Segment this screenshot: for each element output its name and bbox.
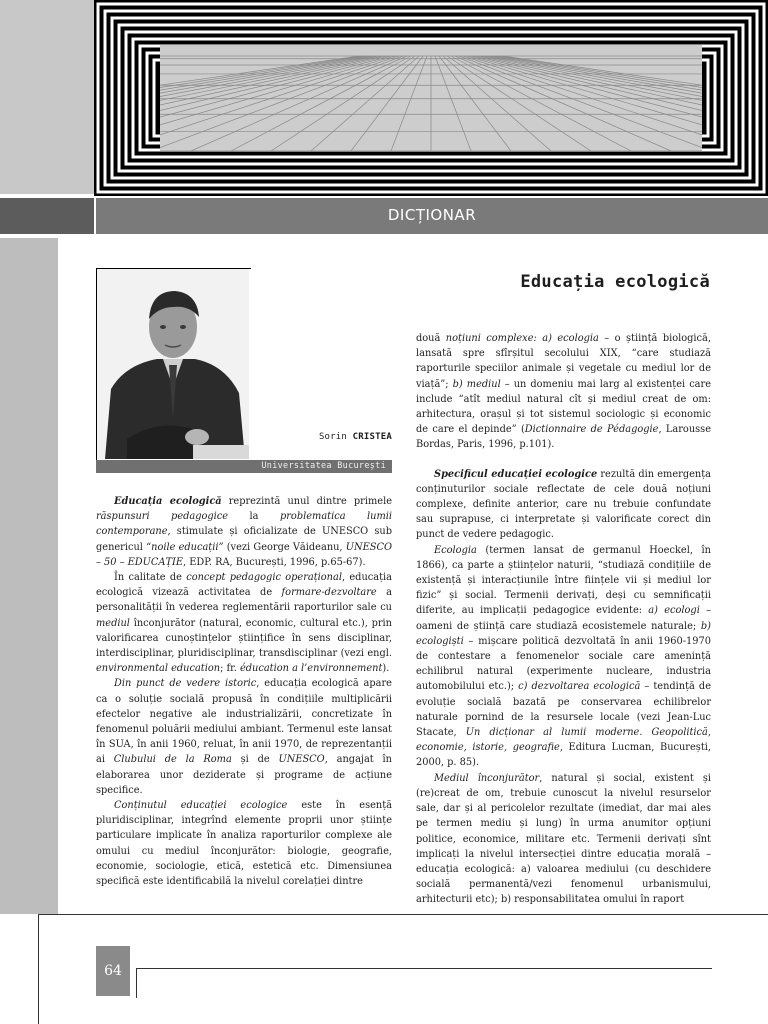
footer-rule xyxy=(38,914,768,915)
paragraph-specific: Specificul educației ecologice rezultă din emergența conținuturilor sociale reflectate de cele două noțiuni complexe, definite anterior, care nu trebuie confundate sau suprapuse, ci interpretate și valorificate corect din punct de vedere pedagogic. xyxy=(416,468,711,541)
right-text-column xyxy=(416,331,711,908)
left-margin-bar xyxy=(0,238,58,914)
author-portrait xyxy=(97,269,249,459)
section-title: DICȚIONAR xyxy=(387,206,477,224)
left-text-column xyxy=(96,494,392,889)
paragraph-concept: În calitate de concept pedagogic operațional, educația ecologică vizează activitatea de formare-dezvoltare a personalității în vederea reglementării raporturilor sale cu mediul înconjurător (natural, economic, cultural etc.), prin valorificarea cunoștințelor științifice în sens disciplinar, interdisciplinar, pluridisciplinar, transdisciplinar (vezi engl. environmental education; fr. éducation a l’environnement). xyxy=(96,572,392,675)
author-affiliation: Universitatea București xyxy=(261,461,386,471)
footer-vertical-rule xyxy=(38,914,39,1024)
paragraph-history: Din punct de vedere istoric, educația ecologică apare ca o soluție socială propusă în condițiile multiplicării efectelor negative ale industrializării, concretizate în fenomenul poluării mediului ambiant. Termenul este lansat în SUA, în anii 1960, reluat, în anii 1970, de reprezentanții ai Clubului de la Roma și de UNESCO, angajat în elaborarea unor deziderate și programe de acțiune specifice. xyxy=(96,678,392,796)
page-vertical-rule xyxy=(136,968,137,998)
page-number: 64 xyxy=(104,963,122,979)
paragraph-content: Conținutul educației ecologice este în esență pluridisciplinar, integrînd elemente proprii unor științe particulare implicate în analiza raporturilor complexe ale omului cu mediul înconjurător: biologie, geografie, economie, sociologie, etică, estetică etc. Dimensiunea specifică este identificabilă la nivelul corelației dintre xyxy=(96,800,392,888)
footer-rule-lower xyxy=(136,968,712,969)
paragraph-ecology: Ecologia (termen lansat de germanul Hoeckel, în 1866), ca parte a științelor naturii, “studiază condițiile de existență și interacțiunile între ființele vii și mediul lor fizic” și social. Termenii derivați, deși cu semnificații diferite, au implicații pedagogice evidente: a) ecologi – oameni de știință care studiază ecosistemele naturale; b) ecologiști – mișcare politică dezvoltată în anii 1960-1970 de contestare a fenomenelor sociale care amenință echilibrul natural (experimente nucleare, industria automobilului etc.); c) dezvoltarea ecologică – tendință de evoluție socială bazată pe conservarea echilibrelor naturale pornind de la resursele locale (vezi Jean-Luc Stacate, Un dicționar al lumii moderne. Geopolitică, economie, istorie, geografie, Editura Lucman, București, 2000, p. 85). xyxy=(416,544,712,769)
author-name: Sorin CRISTEA xyxy=(318,432,392,442)
article-title: Educația ecologică xyxy=(520,272,710,292)
header-illustration xyxy=(94,0,768,196)
left-decor-band xyxy=(0,198,94,234)
paragraph-continuation: două noțiuni complexe: a) ecologia – o știință biologică, lansată spre sfîrșitul secolului XIX, “care studiază raporturile speciilor animale și vegetale cu mediul lor de viață”; b) mediul – un domeniu mai larg al existenței care include “atît mediul natural cît și mediul creat de om: arhitectura, orașul și tot sistemul sociologic și economic de care el depinde” (Dictionnaire de Pédagogie, Larousse Bordas, Paris, 1996, p.101). xyxy=(416,333,711,451)
left-decor-block xyxy=(0,0,94,194)
paragraph-intro: Educația ecologică reprezintă unul dintre primele răspunsuri pedagogice la problematica lumii contemporane, stimulate și oficializate de UNESCO sub genericul “noile educații” (vezi George Văideanu, UNESCO – 50 – EDUCAȚIE, EDP. RA, București, 1996, p.65-67). xyxy=(96,496,393,568)
paragraph-environment: Mediul înconjurător, natural și social, existent și (re)creat de om, trebuie cunoscut la nivelul resurselor sale, dar și al pericolelor rezultate (imediat, dar mai ales pe termen mediu și lung) în urma anumitor opțiuni politice, economice, militare etc. Termenii derivați sînt implicați la nivelul intersecției dintre educația morală – educația ecologică: a) valoarea mediului (cu deschidere socială permanentă/vezi fenomenul urbanismului, arhitecturii etc); b) responsabilitatea omului în raport xyxy=(416,772,711,906)
